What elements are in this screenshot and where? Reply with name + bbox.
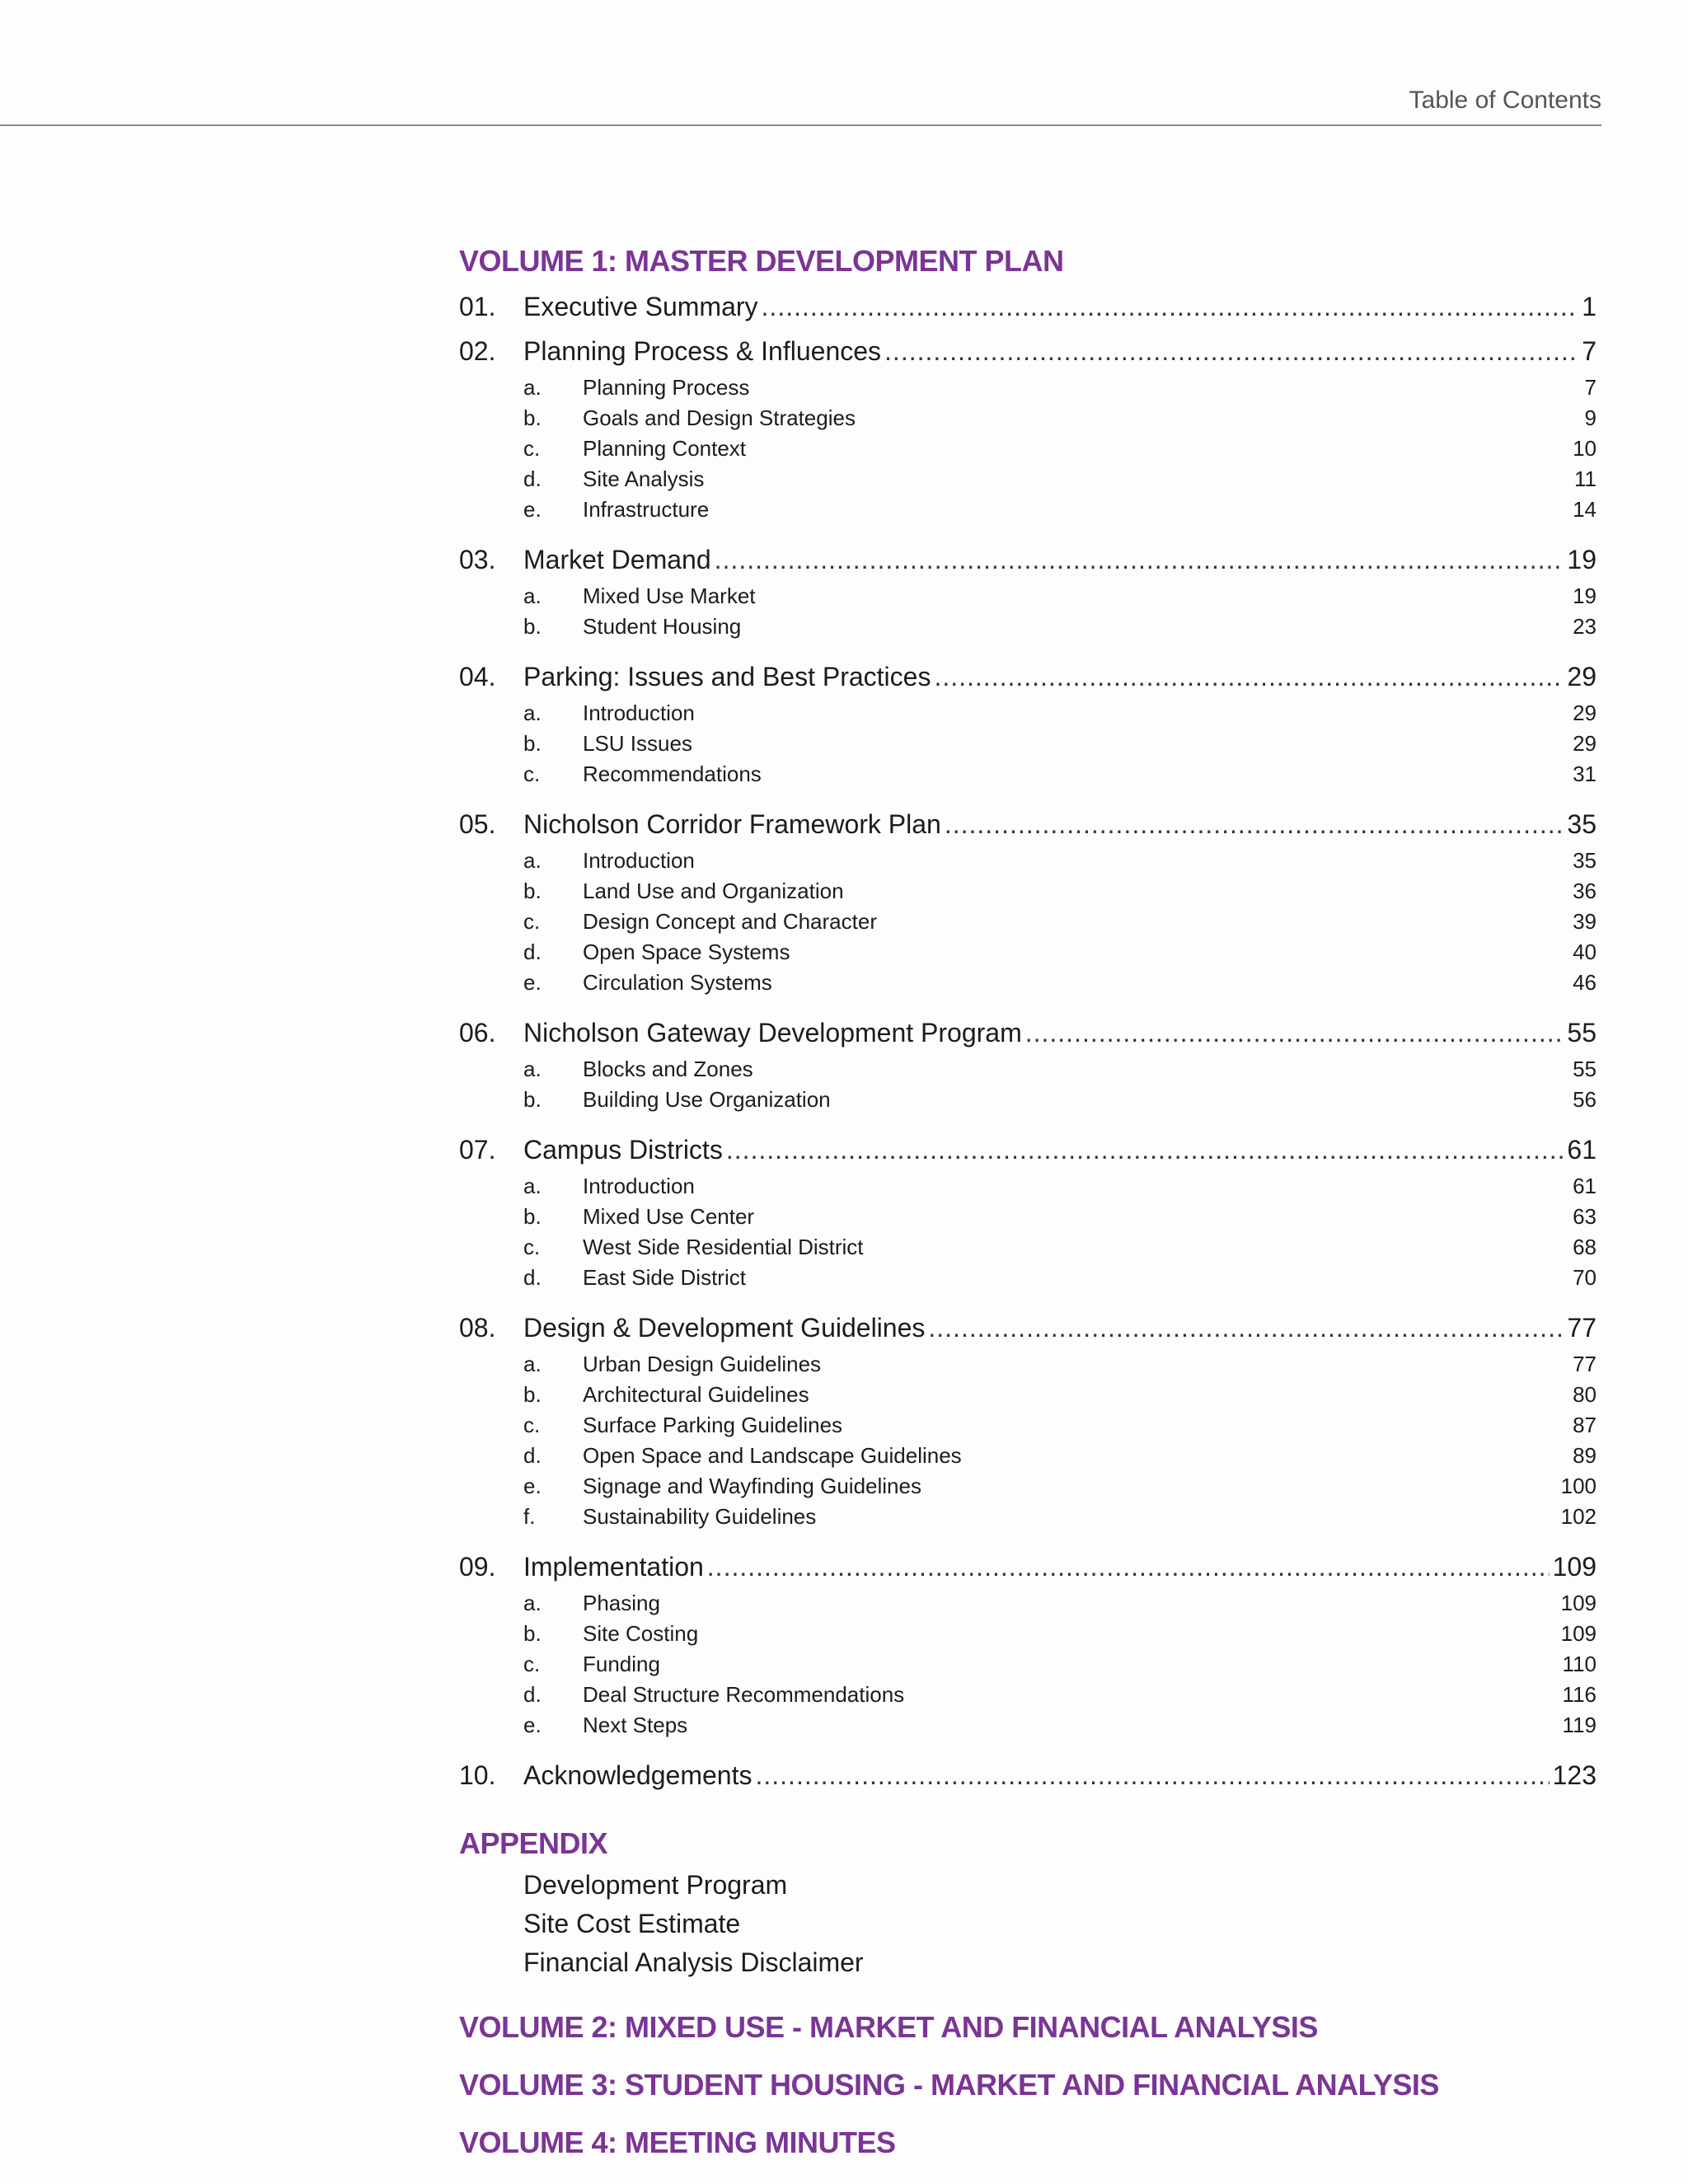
toc-section-line[interactable] [459, 876, 1597, 907]
entry-spacer [459, 525, 1597, 537]
section-page-number: 9 [1584, 405, 1597, 430]
toc-section-line[interactable] [459, 434, 1597, 464]
toc-chapter [459, 655, 1597, 801]
section-page-number: 109 [1560, 1591, 1597, 1615]
dot-leader [928, 1306, 1564, 1349]
chapter-title: Implementation [523, 1552, 704, 1582]
entry-spacer [459, 642, 1597, 654]
toc-section-line[interactable] [459, 1202, 1597, 1232]
section-title: Surface Parking Guidelines [583, 1413, 843, 1437]
section-title: Introduction [583, 701, 695, 725]
toc-section-line[interactable] [459, 1085, 1597, 1115]
section-title: Building Use Organization [583, 1087, 831, 1112]
toc-section-line[interactable] [459, 1471, 1597, 1502]
toc-section-line[interactable] [459, 1171, 1597, 1202]
section-letter: a. [523, 1057, 542, 1081]
section-letter: a. [523, 1591, 542, 1615]
chapter-title: Market Demand [523, 545, 711, 574]
volume-1-heading: VOLUME 1: MASTER DEVELOPMENT PLAN [459, 244, 1064, 278]
chapter-title: Design & Development Guidelines [523, 1313, 926, 1343]
volume-heading[interactable]: VOLUME 2: MIXED USE - MARKET AND FINANCIAL ANALYSIS [459, 2010, 1318, 2044]
chapter-page-number: 35 [1567, 809, 1597, 839]
chapter-number: 08. [459, 1313, 496, 1343]
section-letter: a. [523, 375, 542, 400]
section-title: Introduction [583, 848, 695, 873]
section-page-number: 11 [1574, 466, 1597, 491]
section-letter: d. [523, 466, 542, 491]
chapter-list [459, 285, 1597, 1797]
toc-chapter-line[interactable] [459, 803, 1597, 846]
section-title: Architectural Guidelines [583, 1382, 809, 1407]
section-page-number: 80 [1573, 1382, 1597, 1407]
chapter-title: Nicholson Gateway Development Program [523, 1018, 1022, 1047]
toc-chapter [459, 1754, 1597, 1797]
section-letter: d. [523, 1265, 542, 1290]
section-title: Deal Structure Recommendations [583, 1682, 905, 1707]
toc-section-line[interactable] [459, 1349, 1597, 1380]
volume-heading[interactable]: VOLUME 3: STUDENT HOUSING - MARKET AND FINANCIAL ANALYSIS [459, 2068, 1439, 2102]
section-letter: d. [523, 1443, 542, 1468]
dot-leader [934, 655, 1564, 698]
appendix-item[interactable]: Site Cost Estimate [523, 1909, 741, 1938]
section-letter: b. [523, 1087, 542, 1112]
entry-spacer [459, 1293, 1597, 1305]
toc-chapter-line[interactable] [459, 1545, 1597, 1588]
section-letter: c. [523, 1413, 541, 1437]
section-letter: b. [523, 1382, 542, 1407]
toc-section-line[interactable] [459, 846, 1597, 876]
entry-spacer [459, 790, 1597, 801]
section-page-number: 100 [1560, 1474, 1597, 1498]
section-page-number: 102 [1560, 1504, 1597, 1529]
appendix-item[interactable]: Financial Analysis Disclaimer [523, 1947, 864, 1977]
dot-leader [726, 1128, 1564, 1171]
toc-chapter-line[interactable] [459, 538, 1597, 581]
section-letter: b. [523, 731, 542, 756]
dot-leader [945, 803, 1564, 846]
chapter-page-number: 7 [1582, 336, 1597, 366]
chapter-number: 06. [459, 1018, 496, 1047]
toc-section-line[interactable] [459, 1619, 1597, 1649]
running-header: Table of Contents [1409, 87, 1601, 114]
section-title: Signage and Wayfinding Guidelines [583, 1474, 921, 1498]
toc-section-line[interactable] [459, 1232, 1597, 1263]
entry-spacer [459, 1741, 1597, 1752]
chapter-page-number: 29 [1567, 662, 1597, 691]
chapter-title: Executive Summary [523, 292, 758, 321]
toc-chapter [459, 538, 1597, 654]
section-letter: a. [523, 1174, 542, 1198]
section-letter: a. [523, 701, 542, 725]
section-page-number: 39 [1573, 909, 1597, 934]
entry-spacer [459, 1532, 1597, 1544]
dot-leader [715, 538, 1564, 581]
toc-section-line[interactable] [459, 729, 1597, 759]
chapter-page-number: 77 [1567, 1313, 1597, 1343]
toc-chapter [459, 330, 1597, 537]
entry-spacer [459, 1115, 1597, 1127]
other-volumes-list [459, 2005, 1597, 2165]
chapter-page-number: 55 [1567, 1018, 1597, 1047]
toc-section-line[interactable] [459, 1588, 1597, 1619]
chapter-page-number: 109 [1552, 1552, 1597, 1582]
toc-section-line[interactable] [459, 937, 1597, 968]
dot-leader [755, 1754, 1549, 1797]
toc-section-line[interactable] [459, 907, 1597, 937]
chapter-number: 01. [459, 292, 496, 321]
table-of-contents [459, 239, 1597, 2178]
section-page-number: 46 [1573, 970, 1597, 995]
chapter-page-number: 123 [1552, 1760, 1597, 1790]
toc-chapter [459, 1128, 1597, 1305]
toc-chapter-line[interactable] [459, 1754, 1597, 1797]
section-title: Planning Process [583, 375, 750, 400]
section-letter: b. [523, 614, 542, 639]
section-letter: c. [523, 909, 541, 934]
section-title: Land Use and Organization [583, 879, 844, 903]
section-title: Urban Design Guidelines [583, 1352, 822, 1376]
chapter-number: 10. [459, 1760, 496, 1790]
toc-chapter-line[interactable] [459, 285, 1597, 328]
chapter-title: Campus Districts [523, 1135, 723, 1165]
chapter-page-number: 19 [1567, 545, 1597, 574]
toc-section-line[interactable] [459, 1710, 1597, 1741]
toc-section-line[interactable] [459, 698, 1597, 729]
toc-section-line[interactable] [459, 581, 1597, 612]
toc-section-line[interactable] [459, 373, 1597, 403]
section-title: Funding [583, 1652, 660, 1676]
toc-chapter [459, 803, 1597, 1010]
section-letter: c. [523, 762, 541, 786]
section-letter: c. [523, 1652, 541, 1676]
section-page-number: 23 [1573, 614, 1597, 639]
chapter-title: Nicholson Corridor Framework Plan [523, 809, 941, 839]
section-letter: b. [523, 1204, 542, 1229]
section-letter: a. [523, 583, 542, 608]
section-title: Infrastructure [583, 497, 710, 522]
section-page-number: 14 [1573, 497, 1597, 522]
section-title: Circulation Systems [583, 970, 772, 995]
toc-chapter-line[interactable] [459, 330, 1597, 373]
dot-leader [762, 285, 1579, 328]
chapter-number: 03. [459, 545, 496, 574]
section-page-number: 109 [1560, 1621, 1597, 1646]
toc-chapter-line[interactable] [459, 655, 1597, 698]
toc-section-line[interactable] [459, 759, 1597, 790]
volume-heading[interactable]: VOLUME 4: MEETING MINUTES [459, 2125, 896, 2159]
section-title: Open Space and Landscape Guidelines [583, 1443, 962, 1468]
section-letter: b. [523, 1621, 542, 1646]
section-page-number: 29 [1573, 731, 1597, 756]
chapter-page-number: 1 [1582, 292, 1597, 321]
section-page-number: 89 [1573, 1443, 1597, 1468]
section-page-number: 61 [1573, 1174, 1597, 1198]
toc-section-line[interactable] [459, 1680, 1597, 1710]
appendix-heading: APPENDIX [459, 1826, 608, 1860]
section-title: Site Costing [583, 1621, 699, 1646]
section-title: Next Steps [583, 1713, 688, 1737]
section-title: Introduction [583, 1174, 695, 1198]
section-page-number: 10 [1573, 436, 1597, 461]
section-letter: a. [523, 848, 542, 873]
section-letter: c. [523, 436, 541, 461]
section-letter: c. [523, 1235, 541, 1259]
section-title: Goals and Design Strategies [583, 405, 856, 430]
chapter-title: Acknowledgements [523, 1760, 753, 1790]
section-letter: f. [523, 1504, 536, 1529]
section-letter: b. [523, 879, 542, 903]
section-letter: e. [523, 1474, 542, 1498]
toc-section-line[interactable] [459, 1441, 1597, 1471]
toc-section-line[interactable] [459, 1410, 1597, 1441]
toc-section-line[interactable] [459, 1502, 1597, 1532]
section-page-number: 35 [1573, 848, 1597, 873]
chapter-number: 07. [459, 1135, 496, 1165]
toc-section-line[interactable] [459, 1649, 1597, 1680]
toc-section-line[interactable] [459, 968, 1597, 998]
section-letter: a. [523, 1352, 542, 1376]
toc-section-line[interactable] [459, 1380, 1597, 1410]
section-letter: e. [523, 1713, 542, 1737]
section-page-number: 56 [1573, 1087, 1597, 1112]
chapter-title: Planning Process & Influences [523, 336, 882, 366]
section-letter: b. [523, 405, 542, 430]
toc-section-line[interactable] [459, 1054, 1597, 1085]
section-title: East Side District [583, 1265, 746, 1290]
section-page-number: 40 [1573, 940, 1597, 964]
section-title: LSU Issues [583, 731, 692, 756]
section-title: Design Concept and Character [583, 909, 877, 934]
section-title: Phasing [583, 1591, 660, 1615]
chapter-number: 04. [459, 662, 496, 691]
toc-chapter-line[interactable] [459, 1306, 1597, 1349]
dot-leader [1025, 1011, 1564, 1054]
appendix-item[interactable]: Development Program [523, 1870, 788, 1900]
appendix-list [459, 1866, 1597, 1982]
section-page-number: 116 [1562, 1682, 1597, 1707]
chapter-title: Parking: Issues and Best Practices [523, 662, 931, 691]
section-page-number: 68 [1573, 1235, 1597, 1259]
toc-section-line[interactable] [459, 403, 1597, 434]
section-page-number: 70 [1573, 1265, 1597, 1290]
section-title: Planning Context [583, 436, 747, 461]
chapter-page-number: 61 [1567, 1135, 1597, 1165]
section-page-number: 119 [1562, 1713, 1597, 1737]
section-page-number: 63 [1573, 1204, 1597, 1229]
toc-section-line[interactable] [459, 612, 1597, 642]
section-page-number: 77 [1573, 1352, 1597, 1376]
toc-chapter [459, 1306, 1597, 1544]
header-rule [0, 124, 1601, 126]
dot-leader [707, 1545, 1550, 1588]
section-title: Mixed Use Center [583, 1204, 755, 1229]
section-page-number: 55 [1573, 1057, 1597, 1081]
section-letter: e. [523, 497, 542, 522]
toc-section-line[interactable] [459, 494, 1597, 525]
chapter-number: 09. [459, 1552, 496, 1582]
section-title: Site Analysis [583, 466, 705, 491]
toc-chapter [459, 1545, 1597, 1752]
section-page-number: 29 [1573, 701, 1597, 725]
toc-chapter-line[interactable] [459, 1128, 1597, 1171]
section-page-number: 36 [1573, 879, 1597, 903]
dot-leader [884, 330, 1578, 373]
toc-section-line[interactable] [459, 1263, 1597, 1293]
section-title: Student Housing [583, 614, 742, 639]
section-letter: d. [523, 940, 542, 964]
section-title: Recommendations [583, 762, 762, 786]
section-title: Blocks and Zones [583, 1057, 753, 1081]
section-title: Sustainability Guidelines [583, 1504, 817, 1529]
toc-chapter-line[interactable] [459, 1011, 1597, 1054]
section-page-number: 19 [1573, 583, 1597, 608]
section-title: West Side Residential District [583, 1235, 864, 1259]
chapter-number: 05. [459, 809, 496, 839]
section-page-number: 31 [1573, 762, 1597, 786]
section-page-number: 110 [1562, 1652, 1597, 1676]
toc-chapter [459, 1011, 1597, 1127]
entry-spacer [459, 998, 1597, 1010]
section-title: Open Space Systems [583, 940, 790, 964]
section-page-number: 87 [1573, 1413, 1597, 1437]
section-page-number: 7 [1584, 375, 1597, 400]
toc-chapter [459, 285, 1597, 328]
section-letter: d. [523, 1682, 542, 1707]
section-title: Mixed Use Market [583, 583, 756, 608]
section-letter: e. [523, 970, 542, 995]
toc-section-line[interactable] [459, 464, 1597, 494]
chapter-number: 02. [459, 336, 496, 366]
